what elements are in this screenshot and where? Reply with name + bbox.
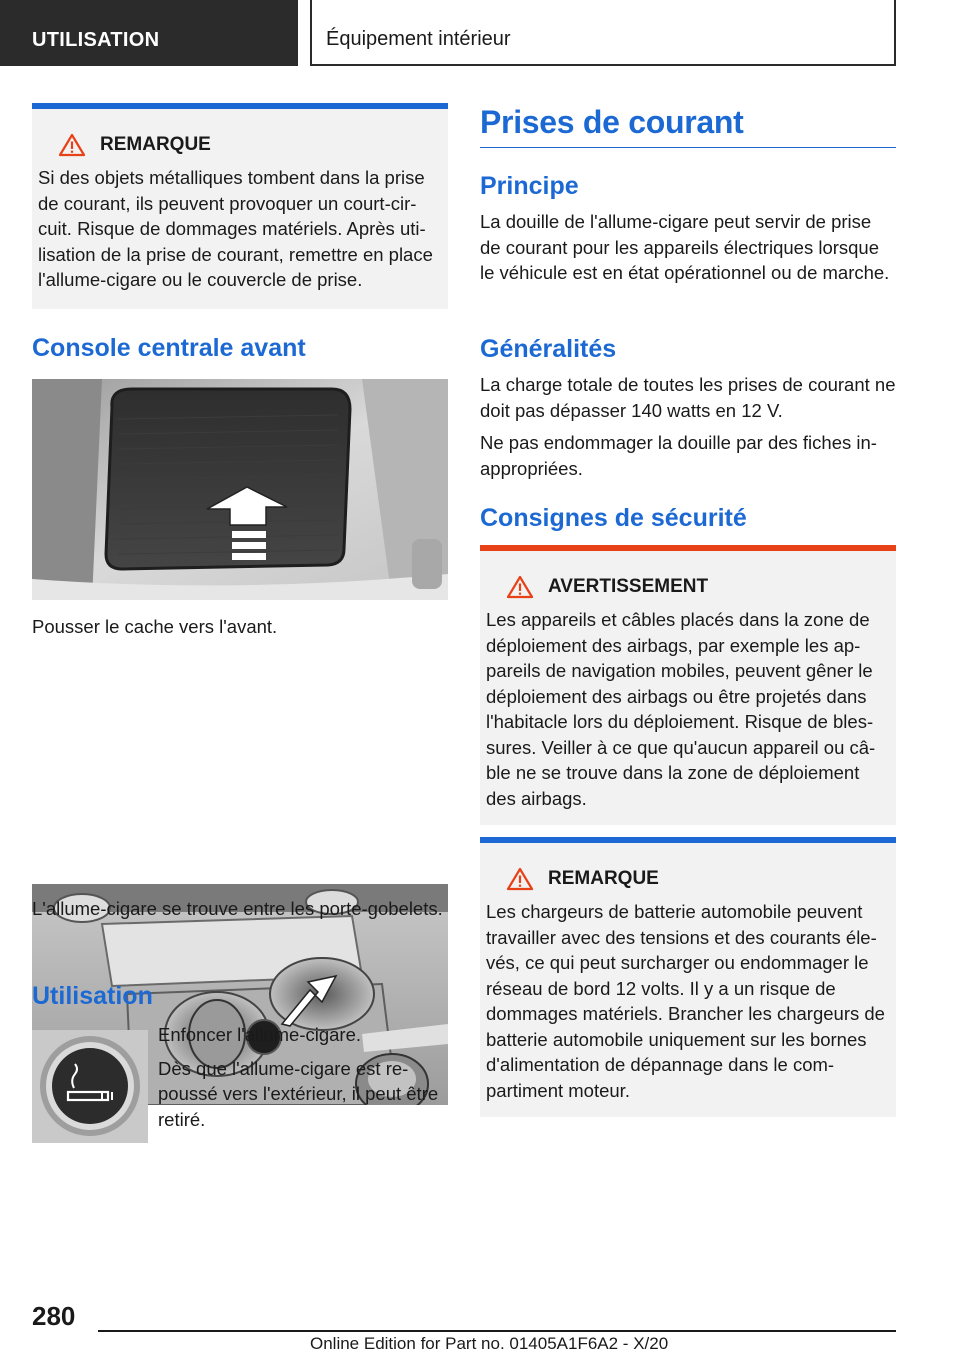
warning-triangle-icon — [58, 133, 86, 157]
note-title-row — [58, 133, 438, 157]
heading-usage: Utilisation — [32, 982, 153, 1010]
note-title: REMARQUE — [100, 134, 211, 155]
note-text: Si des objets métalliques tombent dans la prise de courant, ils peuvent provoquer un court-circuit. Risque de dommages matériels. Après utilisation de la prise de courant, remettre en place l'allume-cigare ou le couvercle de prise. — [38, 167, 433, 290]
principle-text: La douille de l'allume-cigare peut servir de prise de courant pour les appareils électriques lorsque le véhicule est en état opérationnel ou de marche. — [480, 211, 890, 283]
caption-location: L'allume-cigare se trouve entre les porte-gobelets. — [32, 898, 443, 919]
warning-text: Les appareils et câbles placés dans la zone de déploiement des airbags, par exemple les appareils de navigation mobiles, peuvent gêner le déploiement des airbags ou être projetés dans l'habitacle lors du déploiement. Risque de blessures. Veiller à ce que qu'aucun appareil ou câble ne se trouve dans la zone de déploiement des airbags. — [486, 609, 876, 809]
heading-principle: Principe — [480, 172, 579, 200]
usage-text-block — [158, 1022, 450, 1132]
warning-box — [480, 545, 896, 825]
warning-title-row — [506, 575, 886, 599]
note-title-row-2 — [506, 867, 886, 891]
footer-divider — [98, 1330, 896, 1332]
header-section-label: UTILISATION — [32, 29, 160, 51]
general-text-2: Ne pas endommager la douille par des fiches inappropriées. — [480, 432, 877, 479]
warning-triangle-icon — [506, 867, 534, 891]
warning-triangle-icon — [506, 575, 534, 599]
left-note-box — [32, 103, 448, 309]
console-cover-image — [32, 379, 448, 600]
heading-safety: Consignes de sécurité — [480, 504, 747, 532]
note-title-2: REMARQUE — [548, 868, 659, 889]
header-section-tab — [0, 0, 298, 66]
page-title: Prises de courant — [480, 104, 896, 148]
warning-title: AVERTISSEMENT — [548, 576, 709, 597]
cigarette-lighter-image — [32, 1030, 148, 1143]
usage-text-1: Enfoncer l'allume-cigare. — [158, 1024, 362, 1045]
usage-text-2: Dès que l'allume-cigare est repoussé vers l'extérieur, il peut être retiré. — [158, 1057, 439, 1130]
caption-cover: Pousser le cache vers l'avant. — [32, 616, 278, 637]
heading-general: Généralités — [480, 335, 617, 363]
header-chapter-tab — [310, 0, 896, 66]
footer-edition: Online Edition for Part no. 01405A1F6A2 - X/20 — [310, 1334, 669, 1353]
page-number: 280 — [32, 1301, 76, 1331]
note-text-2: Les chargeurs de batterie automobile peuvent travailler avec des tensions et des courants élevés, ce qui peut surcharger ou endommager le réseau de bord 12 volts. Il y a un risque de dommages matériels. Brancher les chargeurs de batterie automobile uniquement sur les bornes d'alimentation de dépannage dans le compartiment moteur. — [486, 901, 885, 1101]
right-note-box — [480, 837, 896, 1117]
general-text-1: La charge totale de toutes les prises de courant ne doit pas dépasser 140 watts en 12 V. — [480, 374, 896, 421]
header-chapter-label: Équipement intérieur — [326, 28, 511, 50]
heading-console: Console centrale avant — [32, 334, 306, 362]
